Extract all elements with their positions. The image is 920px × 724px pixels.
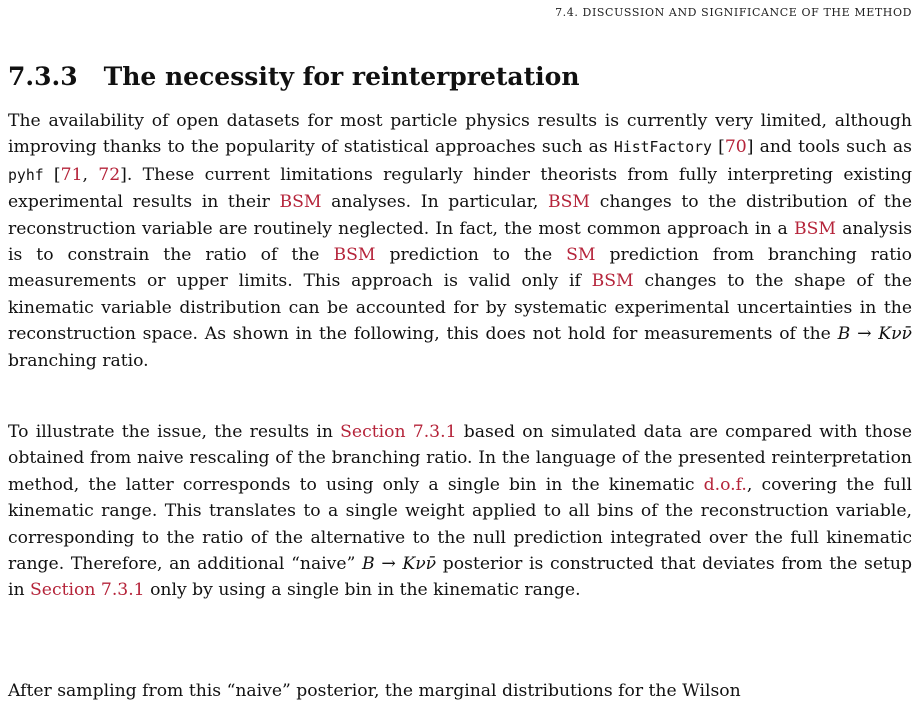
text: changes to the distribution of the reconstruction variable are routinely neglected. In fact, the most common approach in a [8,192,912,239]
citation-link-72[interactable]: 72 [98,164,121,185]
text: , [82,164,99,185]
pyhf-code: pyhf [8,166,44,184]
text: ]. These current limitations regularly hinder theorists from fully interpreting existing experimental results in their [8,164,913,213]
citation-link-71[interactable]: 71 [60,164,83,185]
acronym-link-bsm[interactable]: BSM [279,192,322,213]
decay-formula [362,554,436,574]
text: After sampling from this “naive” posterior, the marginal distributions for the Wilson [8,681,741,701]
text: branching ratio. [8,350,149,371]
math-arrow: → [850,324,879,345]
math-arrow: → [374,554,403,575]
citation-link-70[interactable]: 70 [724,137,747,158]
text: analysis is to constrain the ratio of the [8,218,913,266]
text: , covering the full kinematic range. This translates to a single weight applied to all bins of the reconstruction variable, corresponding to the ratio of the alternative to the null prediction integrated over the full kinematic range. Therefore, an additional “naive” [8,474,913,575]
paragraph-1 [8,108,912,374]
math-k-nu-nubar: Kνν̄ [402,554,437,575]
decay-formula [838,324,912,344]
text: [ [43,164,61,185]
section-number: 7.3.3 [8,62,78,91]
text: To illustrate the issue, the results in [8,422,341,442]
math-b: B [362,554,375,575]
acronym-link-bsm[interactable]: BSM [591,271,634,292]
math-k-nu-nubar: Kνν̄ [878,324,912,345]
text: prediction from branching ratio measurements or upper limits. This approach is valid only if [8,245,912,292]
section-heading [8,62,580,91]
acronym-link-sm[interactable]: SM [566,245,596,266]
histfactory-code: HistFactory [613,139,712,157]
paragraph-3 [8,678,912,704]
text: analyses. In particular, [321,192,549,213]
paragraph-2 [8,419,912,604]
acronym-link-bsm[interactable]: BSM [548,192,591,213]
acronym-link-bsm[interactable]: BSM [333,245,376,266]
running-head: 7.4. DISCUSSION AND SIGNIFICANCE OF THE METHOD [555,6,912,19]
text: based on simulated data are compared with those obtained from naive rescaling of the branching ratio. In the language of the presented reinterpretation method, the latter corresponds to using only a single bin in the kinematic [8,422,912,495]
section-link-7-3-1[interactable]: Section 7.3.1 [340,422,457,442]
math-b: B [837,324,851,345]
text: posterior is constructed that deviates from the setup in [8,554,912,601]
text: prediction to the [375,245,567,266]
text: The availability of open datasets for most particle physics results is currently very limited, although improving thanks to the popularity of statistical approaches such as [8,111,912,158]
section-title: The necessity for reinterpretation [103,62,580,91]
text: [ [711,137,725,158]
acronym-link-dof[interactable]: d.o.f. [703,474,747,495]
text: changes to the shape of the kinematic variable distribution can be accounted for by systematic experimental uncertainties in the reconstruction space. As shown in the following, this does not hold for measurements of the [8,271,913,345]
acronym-link-bsm[interactable]: BSM [793,218,836,239]
section-link-7-3-1[interactable]: Section 7.3.1 [30,580,145,601]
text: ] and tools such as [746,137,912,158]
text: only by using a single bin in the kinematic range. [144,580,581,601]
